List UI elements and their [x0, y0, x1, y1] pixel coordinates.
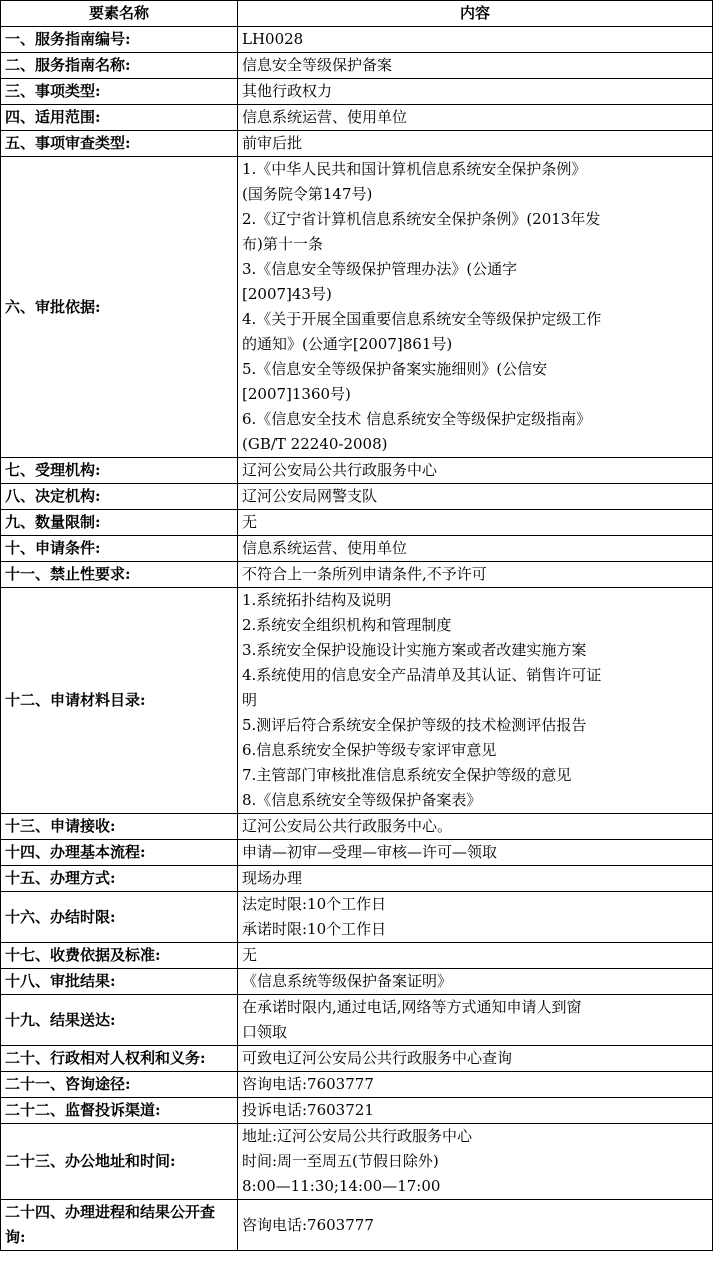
table-row [1, 814, 713, 840]
content-line: 承诺时限:10个工作日 [242, 917, 708, 942]
table-row [1, 458, 713, 484]
content-line: 法定时限:10个工作日 [242, 892, 708, 917]
table-row [1, 840, 713, 866]
content-line: 无 [242, 943, 708, 968]
row-content [238, 1072, 713, 1098]
row-label: 六、审批依据: [1, 157, 238, 458]
table-row [1, 943, 713, 969]
row-label: 十四、办理基本流程: [1, 840, 238, 866]
content-line: 4.系统使用的信息安全产品清单及其认证、销售许可证 [242, 663, 708, 688]
header-element-name: 要素名称 [1, 1, 238, 27]
row-label: 二、服务指南名称: [1, 53, 238, 79]
row-content [238, 866, 713, 892]
table-row [1, 562, 713, 588]
table-row [1, 27, 713, 53]
table-row [1, 79, 713, 105]
row-content [238, 458, 713, 484]
content-line: [2007]1360号) [242, 382, 708, 407]
row-label: 二十一、咨询途径: [1, 1072, 238, 1098]
row-content [238, 105, 713, 131]
row-content [238, 1200, 713, 1251]
content-line: 8.《信息系统安全等级保护备案表》 [242, 788, 708, 813]
header-content: 内容 [238, 1, 713, 27]
header-row [1, 1, 713, 27]
table-row [1, 1200, 713, 1251]
content-line: 1.系统拓扑结构及说明 [242, 588, 708, 613]
content-line: [2007]43号) [242, 282, 708, 307]
row-content [238, 562, 713, 588]
table-row [1, 995, 713, 1046]
content-line: 前审后批 [242, 131, 708, 156]
row-content [238, 588, 713, 814]
row-label: 十七、收费依据及标准: [1, 943, 238, 969]
row-label: 十一、禁止性要求: [1, 562, 238, 588]
content-line: 《信息系统等级保护备案证明》 [242, 969, 708, 994]
content-line: 8:00—11:30;14:00—17:00 [242, 1174, 708, 1199]
row-label: 十三、申请接收: [1, 814, 238, 840]
table-row [1, 1046, 713, 1072]
row-content [238, 536, 713, 562]
row-label: 二十、行政相对人权利和义务: [1, 1046, 238, 1072]
row-label: 九、数量限制: [1, 510, 238, 536]
empty-cell [238, 1251, 713, 1275]
table-row [1, 1072, 713, 1098]
row-label: 二十二、监督投诉渠道: [1, 1098, 238, 1124]
content-line: 6.信息系统安全保护等级专家评审意见 [242, 738, 708, 763]
content-line: 辽河公安局公共行政服务中心。 [242, 814, 708, 839]
content-line: 咨询电话:7603777 [242, 1072, 708, 1097]
content-line: 辽河公安局公共行政服务中心 [242, 458, 708, 483]
row-content [238, 995, 713, 1046]
content-line: 2.系统安全组织机构和管理制度 [242, 613, 708, 638]
table-row [1, 510, 713, 536]
row-content [238, 79, 713, 105]
content-line: 现场办理 [242, 866, 708, 891]
table-row [1, 53, 713, 79]
content-line: 信息安全等级保护备案 [242, 53, 708, 78]
content-line: 不符合上一条所列申请条件,不予许可 [242, 562, 708, 587]
empty-cell [1, 1251, 238, 1275]
content-line: 布)第十一条 [242, 232, 708, 257]
content-line: 地址:辽河公安局公共行政服务中心 [242, 1124, 708, 1149]
content-line: 3.系统安全保护设施设计实施方案或者改建实施方案 [242, 638, 708, 663]
content-line: 1.《中华人民共和国计算机信息系统安全保护条例》 [242, 157, 708, 182]
row-content [238, 1098, 713, 1124]
content-line: 可致电辽河公安局公共行政服务中心查询 [242, 1046, 708, 1071]
table-row [1, 969, 713, 995]
content-line: 5.测评后符合系统安全保护等级的技术检测评估报告 [242, 713, 708, 738]
row-label: 十、申请条件: [1, 536, 238, 562]
content-line: 5.《信息安全等级保护备案实施细则》(公信安 [242, 357, 708, 382]
row-content [238, 943, 713, 969]
table-row [1, 866, 713, 892]
row-content [238, 1046, 713, 1072]
content-line: (GB/T 22240-2008) [242, 432, 708, 457]
table-row [1, 131, 713, 157]
table-row [1, 1098, 713, 1124]
row-content [238, 510, 713, 536]
row-content [238, 892, 713, 943]
content-line: 口领取 [242, 1020, 708, 1045]
table-row [1, 105, 713, 131]
row-label: 十八、审批结果: [1, 969, 238, 995]
content-line: 6.《信息安全技术 信息系统安全等级保护定级指南》 [242, 407, 708, 432]
row-content [238, 157, 713, 458]
row-content [238, 27, 713, 53]
content-line: 其他行政权力 [242, 79, 708, 104]
row-label: 五、事项审查类型: [1, 131, 238, 157]
table-row [1, 892, 713, 943]
content-line: (国务院令第147号) [242, 182, 708, 207]
row-label: 二十四、办理进程和结果公开查询: [1, 1200, 238, 1251]
content-line: 4.《关于开展全国重要信息系统安全等级保护定级工作 [242, 307, 708, 332]
row-content [238, 53, 713, 79]
row-label: 十二、申请材料目录: [1, 588, 238, 814]
content-line: 申请—初审—受理—审核—许可—领取 [242, 840, 708, 865]
row-content [238, 840, 713, 866]
row-label: 四、适用范围: [1, 105, 238, 131]
content-line: 信息系统运营、使用单位 [242, 536, 708, 561]
content-line: 在承诺时限内,通过电话,网络等方式通知申请人到窗 [242, 995, 708, 1020]
row-label: 七、受理机构: [1, 458, 238, 484]
content-line: 2.《辽宁省计算机信息系统安全保护条例》(2013年发 [242, 207, 708, 232]
content-line: 明 [242, 688, 708, 713]
row-content [238, 969, 713, 995]
row-content [238, 1124, 713, 1200]
table-row [1, 588, 713, 814]
empty-row [1, 1251, 713, 1275]
row-label: 十九、结果送达: [1, 995, 238, 1046]
row-label: 十五、办理方式: [1, 866, 238, 892]
content-line: 无 [242, 510, 708, 535]
table-row [1, 484, 713, 510]
row-content [238, 484, 713, 510]
table-row [1, 157, 713, 458]
row-label: 一、服务指南编号: [1, 27, 238, 53]
content-line: 咨询电话:7603777 [242, 1213, 708, 1238]
content-line: 时间:周一至周五(节假日除外) [242, 1149, 708, 1174]
content-line: 3.《信息安全等级保护管理办法》(公通字 [242, 257, 708, 282]
content-line: 投诉电话:7603721 [242, 1098, 708, 1123]
row-label: 三、事项类型: [1, 79, 238, 105]
table-body [1, 27, 713, 1275]
content-line: 的通知》(公通字[2007]861号) [242, 332, 708, 357]
row-label: 八、决定机构: [1, 484, 238, 510]
content-line: 信息系统运营、使用单位 [242, 105, 708, 130]
content-line: 辽河公安局网警支队 [242, 484, 708, 509]
row-label: 十六、办结时限: [1, 892, 238, 943]
row-label: 二十三、办公地址和时间: [1, 1124, 238, 1200]
row-content [238, 814, 713, 840]
table-row [1, 536, 713, 562]
table-row [1, 1124, 713, 1200]
content-line: LH0028 [242, 27, 708, 52]
content-line: 7.主管部门审核批准信息系统安全保护等级的意见 [242, 763, 708, 788]
row-content [238, 131, 713, 157]
